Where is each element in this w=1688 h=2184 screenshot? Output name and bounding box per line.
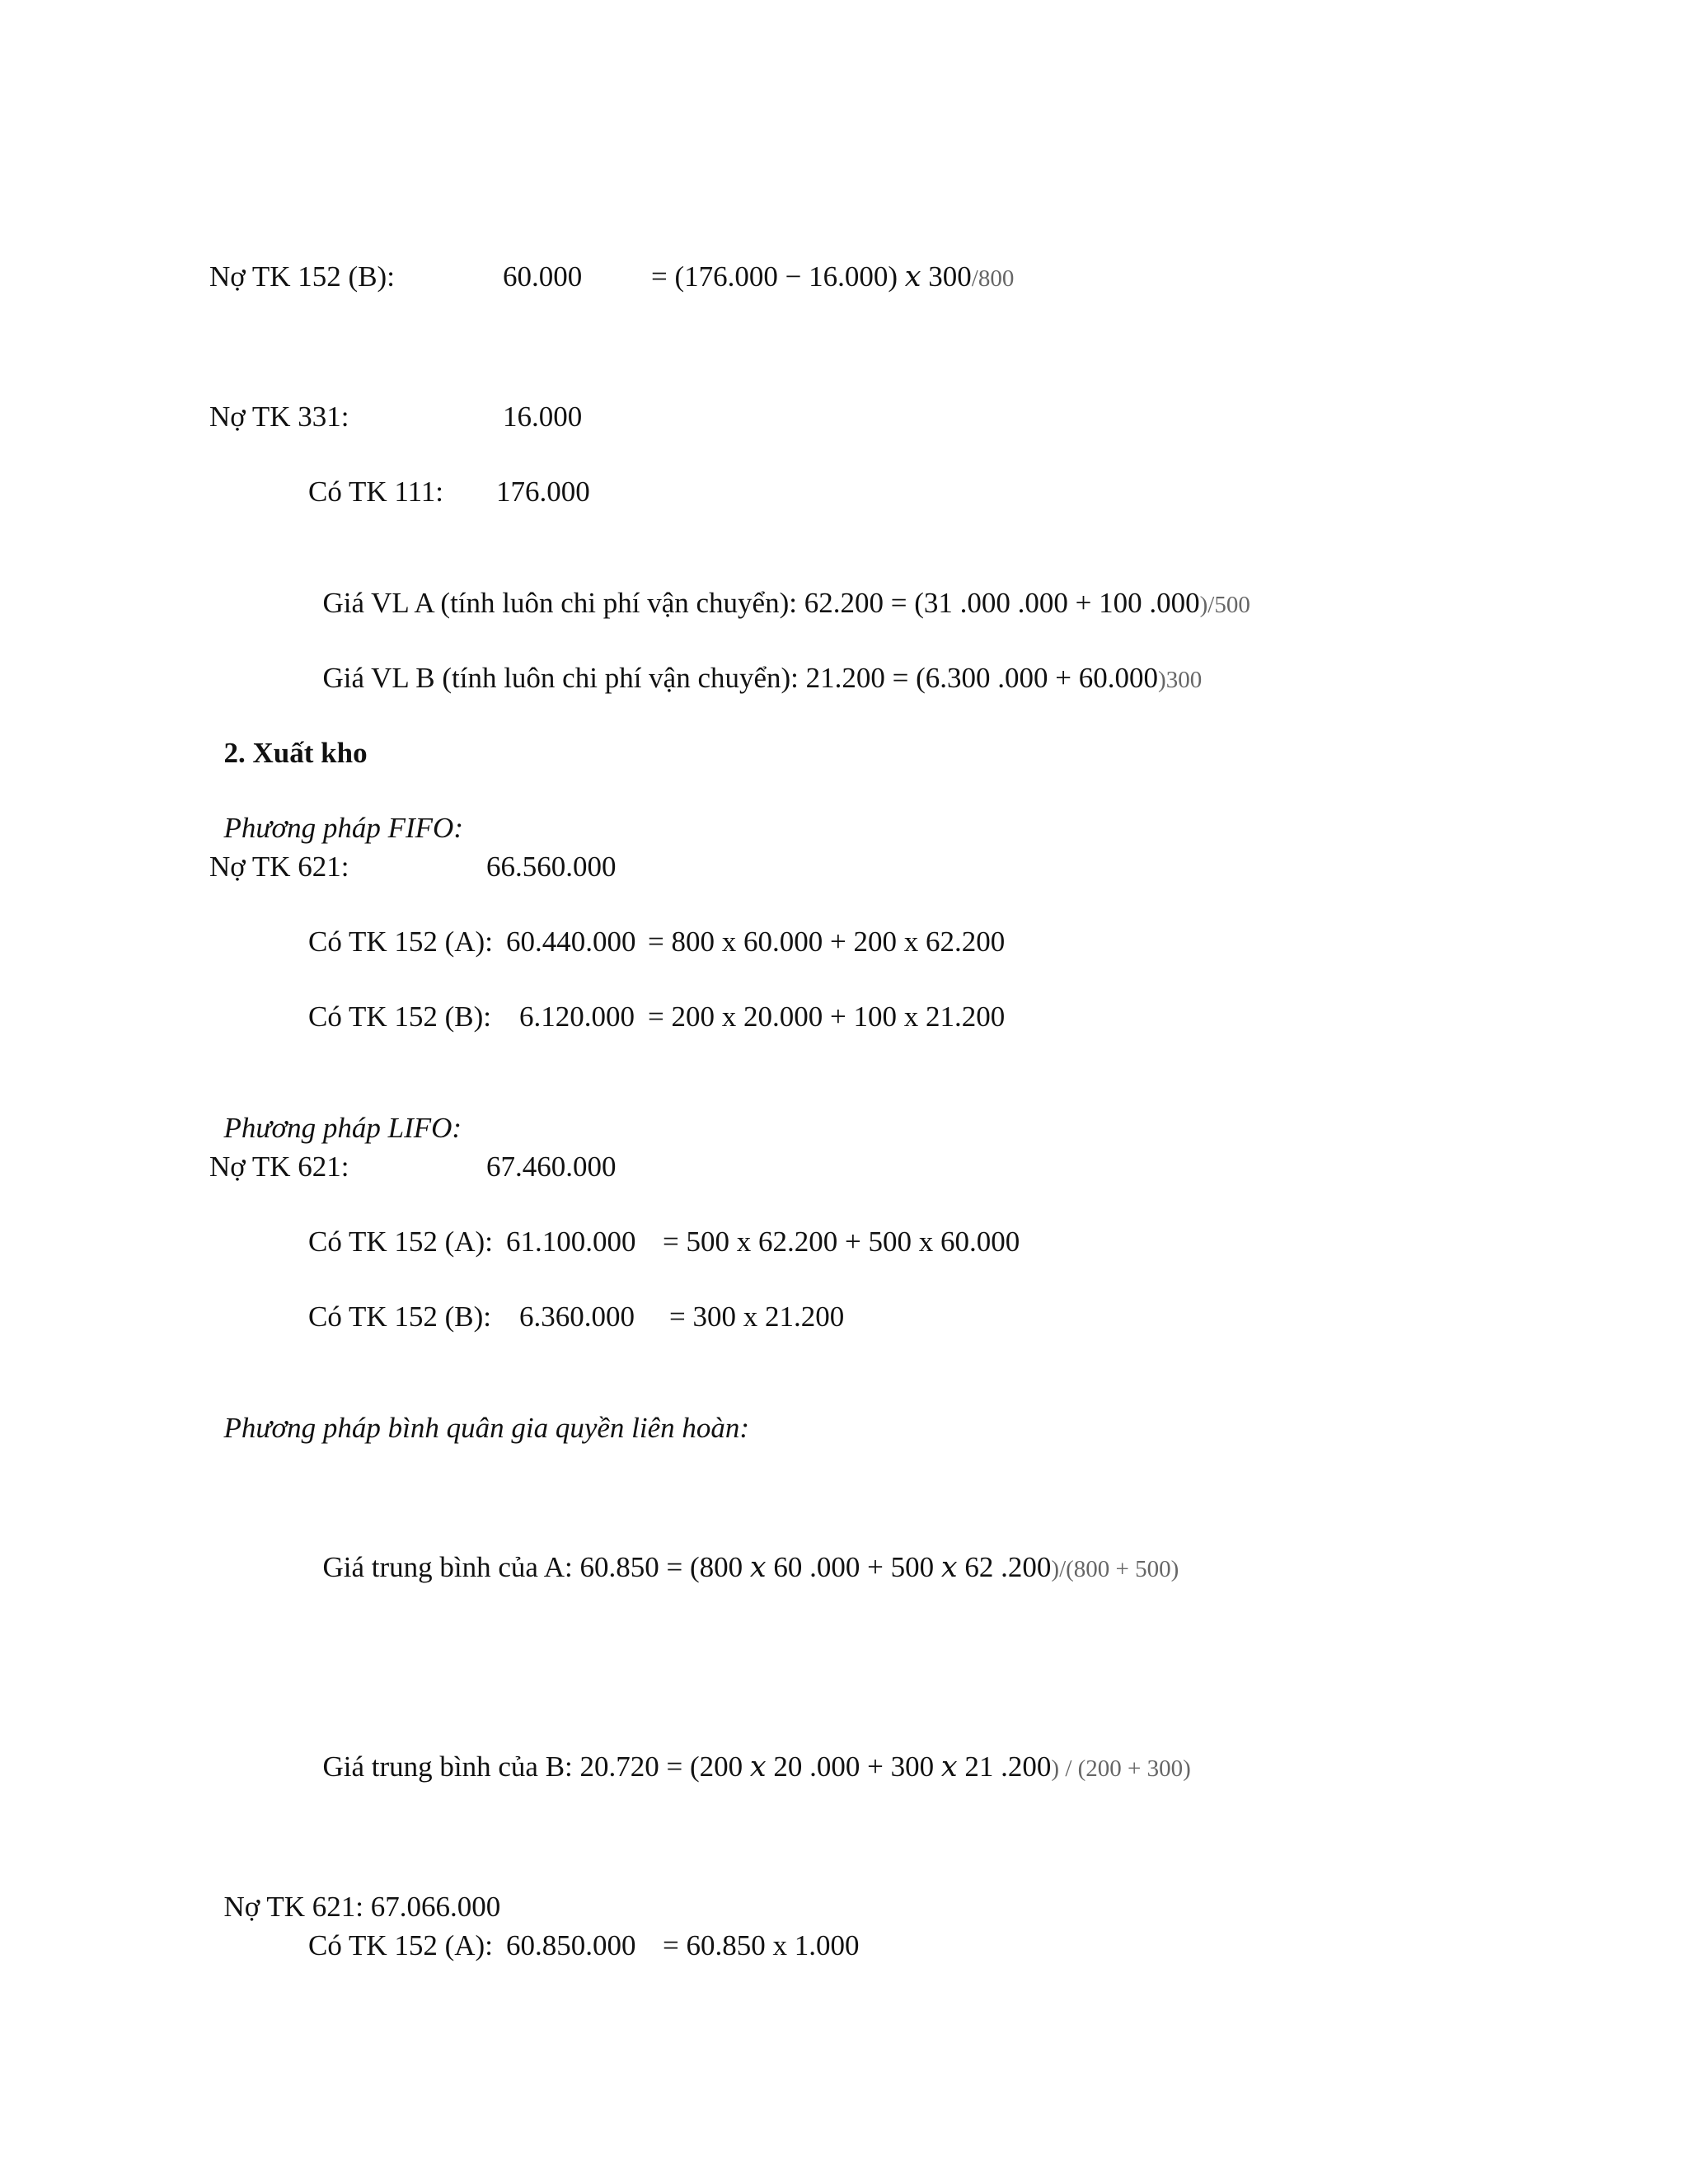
amount: 176.000 [496,476,590,508]
average-price-b: Giá trung bình của B: 20.720 = (200 𝑥 20 .000 + 300 𝑥 21 .200) / (200 + 300) [322,1750,1191,1783]
average-price-a: Giá trung bình của A: 60.850 = (800 𝑥 60 .000 + 500 𝑥 62 .200)/(800 + 500) [322,1551,1179,1583]
formula: = 300 x 21.200 [669,1301,845,1333]
amount: 6.360.000 [519,1301,635,1333]
formula: = 800 x 60.000 + 200 x 62.200 [648,926,1006,958]
account-label: Nợ TK 331: [209,401,349,433]
formula: = 60.850 x 1.000 [663,1929,860,1961]
amount: 16.000 [503,401,583,433]
account-label: Có TK 152 (A): [308,926,493,958]
account-label: Có TK 152 (A): [308,1929,493,1961]
account-label: Có TK 152 (A): [308,1226,493,1258]
account-label: Nợ TK 621: [209,851,349,883]
account-label: Có TK 152 (B): [308,1301,491,1333]
price-material-b: Giá VL B (tính luôn chi phí vận chuyển): 21.200 = (6.300 .000 + 60.000)300 [322,662,1203,694]
amount: 66.560.000 [486,851,617,883]
amount: 6.120.000 [519,1001,635,1033]
account-label: Có TK 152 (B): [308,1001,491,1033]
amount: 61.100.000 [506,1226,636,1258]
method-fifo-heading: Phương pháp FIFO: [223,812,463,844]
formula: = 500 x 62.200 + 500 x 60.000 [663,1226,1020,1258]
section-heading: 2. Xuất kho [223,737,368,769]
entry-debit-152b [209,259,1015,404]
account-label: Có TK 111: [308,476,443,508]
amount: 67.460.000 [486,1151,617,1183]
formula: = (176.000 − 16.000) 𝑥 300/800 [651,260,1015,293]
account-label: Nợ TK 152 (B): [209,260,395,293]
entry-debit-621-average: Nợ TK 621: 67.066.000 [223,1891,501,1923]
amount: 60.850.000 [506,1929,636,1961]
entry-credit-152a-average [308,1928,860,2073]
method-weighted-average-heading: Phương pháp bình quân gia quyền liên hoàn: [223,1412,750,1444]
amount: 60.000 [503,260,583,293]
method-lifo-heading: Phương pháp LIFO: [223,1112,462,1144]
formula: = 200 x 20.000 + 100 x 21.200 [648,1001,1006,1033]
price-material-a: Giá VL A (tính luôn chi phí vận chuyển): 62.200 = (31 .000 .000 + 100 .000)/500 [322,587,1250,619]
account-label: Nợ TK 621: [209,1151,349,1183]
amount: 60.440.000 [506,926,636,958]
